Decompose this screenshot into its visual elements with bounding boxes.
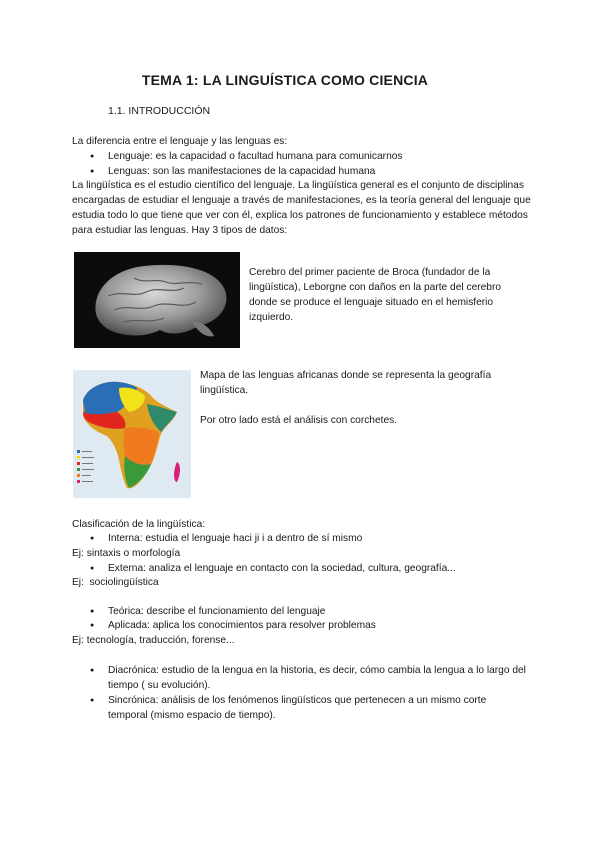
bullet-externa: ● Externa: analiza el lenguaje en contacto con la sociedad, cultura, geografía... [108, 561, 456, 576]
example-aplicada: Ej: tecnología, traducción, forense... [72, 635, 235, 646]
intro-lead: La diferencia entre el lenguaje y las lenguas es: [72, 136, 288, 147]
bullet-interna: ● Interna: estudia el lenguaje haci ji i a dentro de sí mismo [108, 531, 362, 546]
map-caption: Mapa de las lenguas africanas donde se representa la geografía lingüística. [200, 370, 492, 396]
africa-language-map [73, 370, 191, 498]
bullet-diacronica: ● Diacrónica: estudio de la lengua en la historia, es decir, cómo cambia la lengua a lo largo del tiempo ( su evolución). [108, 663, 528, 693]
bullet-lenguas: ● Lenguas: son las manifestaciones de la capacidad humana [108, 164, 375, 179]
bullet-teorica: ● Teórica: describe el funcionamiento del lenguaje [108, 604, 325, 619]
bullet-lenguaje: ● Lenguaje: es la capacidad o facultad humana para comunicarnos [108, 149, 403, 164]
africa-map-illustration [73, 370, 191, 498]
brain-caption: Cerebro del primer paciente de Broca (fundador de la lingüística), Leborgne con daños en la parte del cerebro donde se produce el lenguaje situado en el hemisferio izquierdo. [249, 267, 502, 323]
brackets-text: Por otro lado está el análisis con corchetes. [200, 415, 398, 426]
page-title: TEMA 1: LA LINGUÍSTICA COMO CIENCIA [141, 72, 429, 88]
bullet-aplicada: ● Aplicada: aplica los conocimientos para resolver problemas [108, 618, 376, 633]
bullet-sincronica: ● Sincrónica: análisis de los fenómenos lingüísticos que pertenecen a un mismo corte temporal (mismo espacio de tiempo). [108, 693, 528, 723]
example-interna: Ej: sintaxis o morfología [72, 548, 181, 559]
intro-paragraph: La lingüística es el estudio científico del lenguaje. La lingüística general es el conjunto de disciplinas encargadas de estudiar el lenguaje a través de manifestaciones, es la teoría general del lenguaje que estudia todo lo que tiene que ver con él, explica los patrones de funcionamiento y establece métodos para estudiar las lenguas. Hay 3 tipos de datos: [72, 180, 531, 236]
section-heading: 1.1. INTRODUCCIÓN [108, 105, 211, 117]
classification-lead: Clasificación de la lingüística: [72, 519, 206, 530]
brain-illustration [74, 252, 240, 348]
brain-photo [74, 252, 240, 348]
example-externa: Ej: sociolingüística [72, 577, 159, 588]
